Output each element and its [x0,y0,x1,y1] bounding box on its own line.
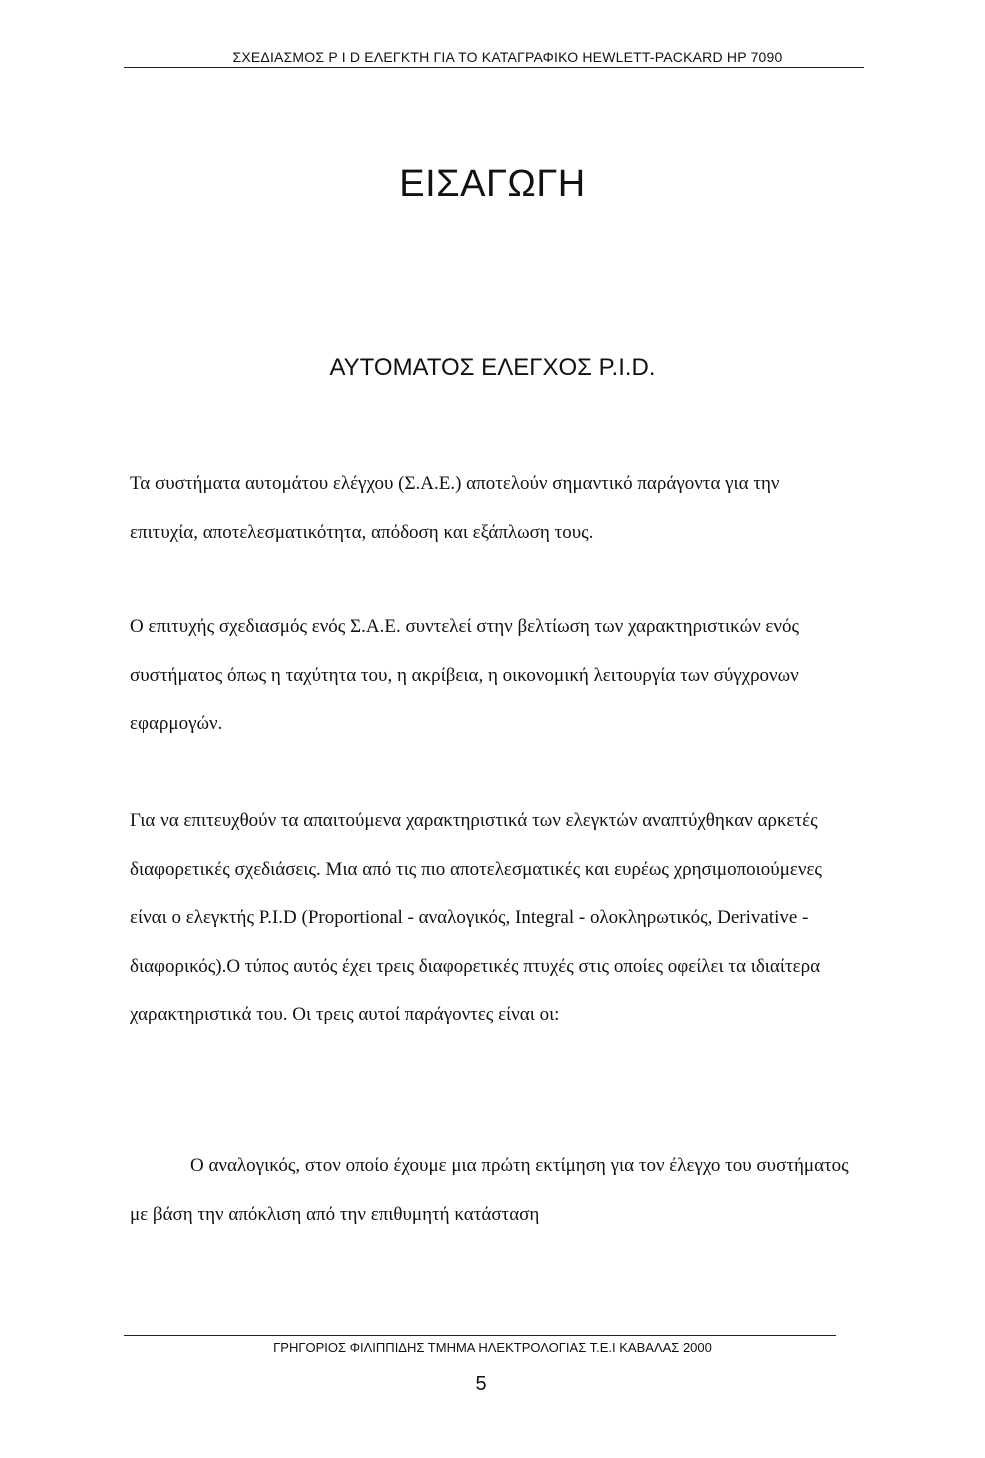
page-number: 5 [475,1373,487,1395]
section-heading: ΑΥΤΟΜΑΤΟΣ ΕΛΕΓΧΟΣ P.I.D. [329,354,656,381]
running-header: ΣΧΕΔΙΑΣΜΟΣ P I D ΕΛΕΓΚΤΗ ΓΙΑ ΤΟ ΚΑΤΑΓΡΑΦΙΚΟ HEWLETT-PACKARD HP 7090 [232,49,783,65]
footer-divider [124,1335,836,1336]
chapter-title: ΕΙΣΑΓΩΓΗ [399,163,586,205]
paragraph-pid: Για να επιτευχθούν τα απαιτούμενα χαρακτηριστικά των ελεγκτών αναπτύχθηκαν αρκετές διαφορετικές σχεδιάσεις. Μια από τις πιο αποτελεσματικές και ευρέως χρησιμοποιούμενες είναι ο ελεγκτής P.I.D (Proportional - αναλογικός, Integral - ολοκληρωτικός, Derivative - διαφορικός).Ο τύπος αυτός έχει τρεις διαφορετικές πτυχές στις οποίες οφείλει τα ιδιαίτερα χαρακτηριστικά του. Οι τρεις αυτοί παράγοντες είναι οι: [130,810,822,1025]
paragraph-intro: Τα συστήματα αυτομάτου ελέγχου (Σ.Α.Ε.) αποτελούν σημαντικό παράγοντα για την επιτυχία, αποτελεσματικότητα, απόδοση και εξάπλωση τους. [130,473,780,543]
header-divider [124,67,864,68]
paragraph-design: Ο επιτυχής σχεδιασμός ενός Σ.Α.Ε. συντελεί στην βελτίωση των χαρακτηριστικών ενός συστήματος όπως η ταχύτητα του, η ακρίβεια, η οικονομική λειτουργία των σύγχρονων εφαρμογών. [130,616,800,734]
footer-author-line: ΓΡΗΓΟΡΙΟΣ ΦΙΛΙΠΠΙΔΗΣ ΤΜΗΜΑ ΗΛΕΚΤΡΟΛΟΓΙΑΣ Τ.Ε.Ι ΚΑΒΑΛΑΣ 2000 [273,1340,712,1355]
paragraph-proportional: Ο αναλογικός, στον οποίο έχουμε μια πρώτη εκτίμηση για τον έλεγχο του συστήματος με βάση την απόκλιση από την επιθυμητή κατάσταση [130,1155,849,1225]
